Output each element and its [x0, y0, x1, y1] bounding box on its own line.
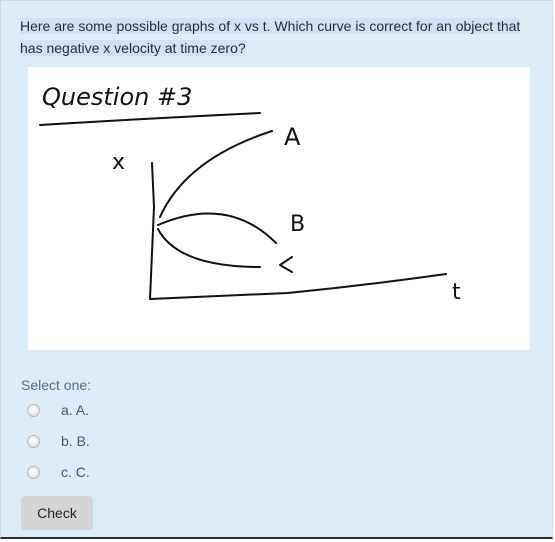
curve-a-label: A	[284, 123, 301, 151]
option-c-label[interactable]: c. C.	[61, 464, 90, 480]
option-a-label[interactable]: a. A.	[61, 402, 90, 418]
curve-c	[158, 229, 260, 267]
x-axis-label: t	[452, 280, 461, 305]
option-a[interactable]	[27, 399, 89, 421]
radio-b[interactable]	[27, 435, 40, 448]
curve-c-label	[280, 257, 292, 272]
curve-b	[158, 213, 276, 243]
question-figure	[28, 67, 530, 350]
figure-heading: Question #3	[42, 83, 193, 111]
x-axis	[150, 274, 446, 299]
radio-c[interactable]	[27, 466, 40, 479]
y-axis-label: x	[112, 150, 126, 175]
option-b[interactable]	[27, 430, 90, 452]
curve-b-label: B	[290, 212, 306, 237]
heading-underline	[40, 113, 260, 125]
radio-a[interactable]	[27, 404, 40, 417]
curve-a	[160, 131, 272, 217]
y-axis	[150, 163, 154, 299]
check-button[interactable]: Check	[21, 496, 93, 530]
select-one-label: Select one:	[21, 377, 92, 393]
option-b-label[interactable]: b. B.	[61, 433, 90, 449]
option-c[interactable]	[27, 461, 90, 483]
question-text: Here are some possible graphs of x vs t. Which curve is correct for an object that has negative x velocity at time zero?	[20, 18, 521, 56]
